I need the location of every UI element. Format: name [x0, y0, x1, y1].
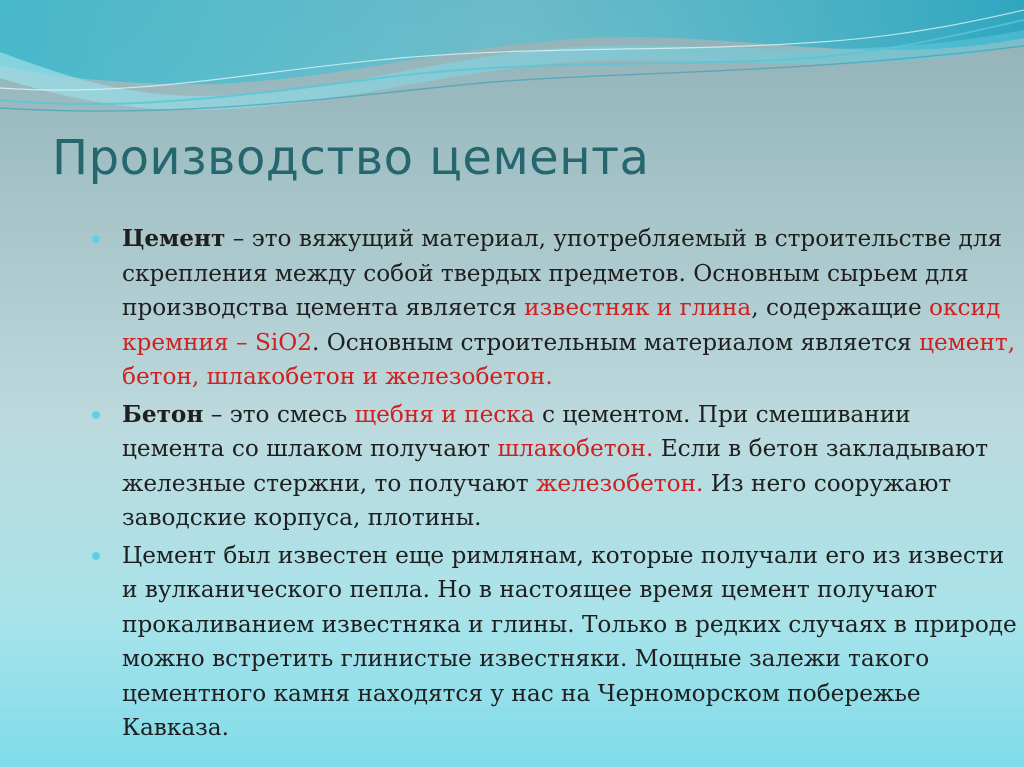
text-segment: . Основным строительным материалом является	[312, 328, 920, 356]
highlight-silicon-oxide: оксид кремния – SiO2	[122, 294, 1001, 356]
text-segment: – это смесь	[203, 400, 355, 428]
history-text: Цемент был известен еще римлянам, которые получали его из извести и вулканического пепла. Но в настоящее время цемент получают прокаливанием известняка и глины. Только в редких случаях в природе можно встретить глинистые известняки. Мощные залежи такого цементного камня находятся у нас на Черноморском побережье Кавказа.	[122, 541, 1017, 741]
text-segment: – это вяжущий материал, употребляемый в строительстве для скрепления между собой твердых предметов. Основным сырьем для производства цемента является	[122, 225, 1003, 321]
highlight-slag-concrete: шлакобетон.	[497, 435, 654, 462]
bullet-dot-icon	[92, 411, 100, 419]
bullet-dot-icon	[92, 235, 100, 243]
bullet-concrete	[92, 398, 1017, 536]
slide-title: Производство цемента	[52, 130, 650, 186]
highlight-gravel-sand: щебня и песка	[354, 400, 535, 428]
text-segment: Если в бетон закладывают железные стержни, то получают	[122, 435, 989, 497]
slide-body	[92, 222, 1017, 749]
highlight-building-materials: цемент, бетон, шлакобетон и железобетон.	[122, 328, 1016, 390]
wave-band-back	[0, 0, 1024, 84]
term-cement: Цемент	[122, 225, 226, 252]
decorative-wave-banner	[0, 0, 1024, 120]
highlight-raw-materials: известняк и глина	[524, 294, 752, 321]
text-segment: Из него сооружают заводские корпуса, плотины.	[122, 469, 952, 531]
bullet-cement	[92, 222, 1017, 395]
text-segment: с цементом. При смешивании цемента со шлаком получают	[122, 400, 911, 462]
bullet-dot-icon	[92, 552, 100, 560]
text-segment: , содержащие	[751, 294, 930, 321]
bullet-history	[92, 539, 1017, 746]
term-concrete: Бетон	[122, 400, 204, 428]
highlight-reinforced-concrete: железобетон.	[536, 469, 704, 497]
